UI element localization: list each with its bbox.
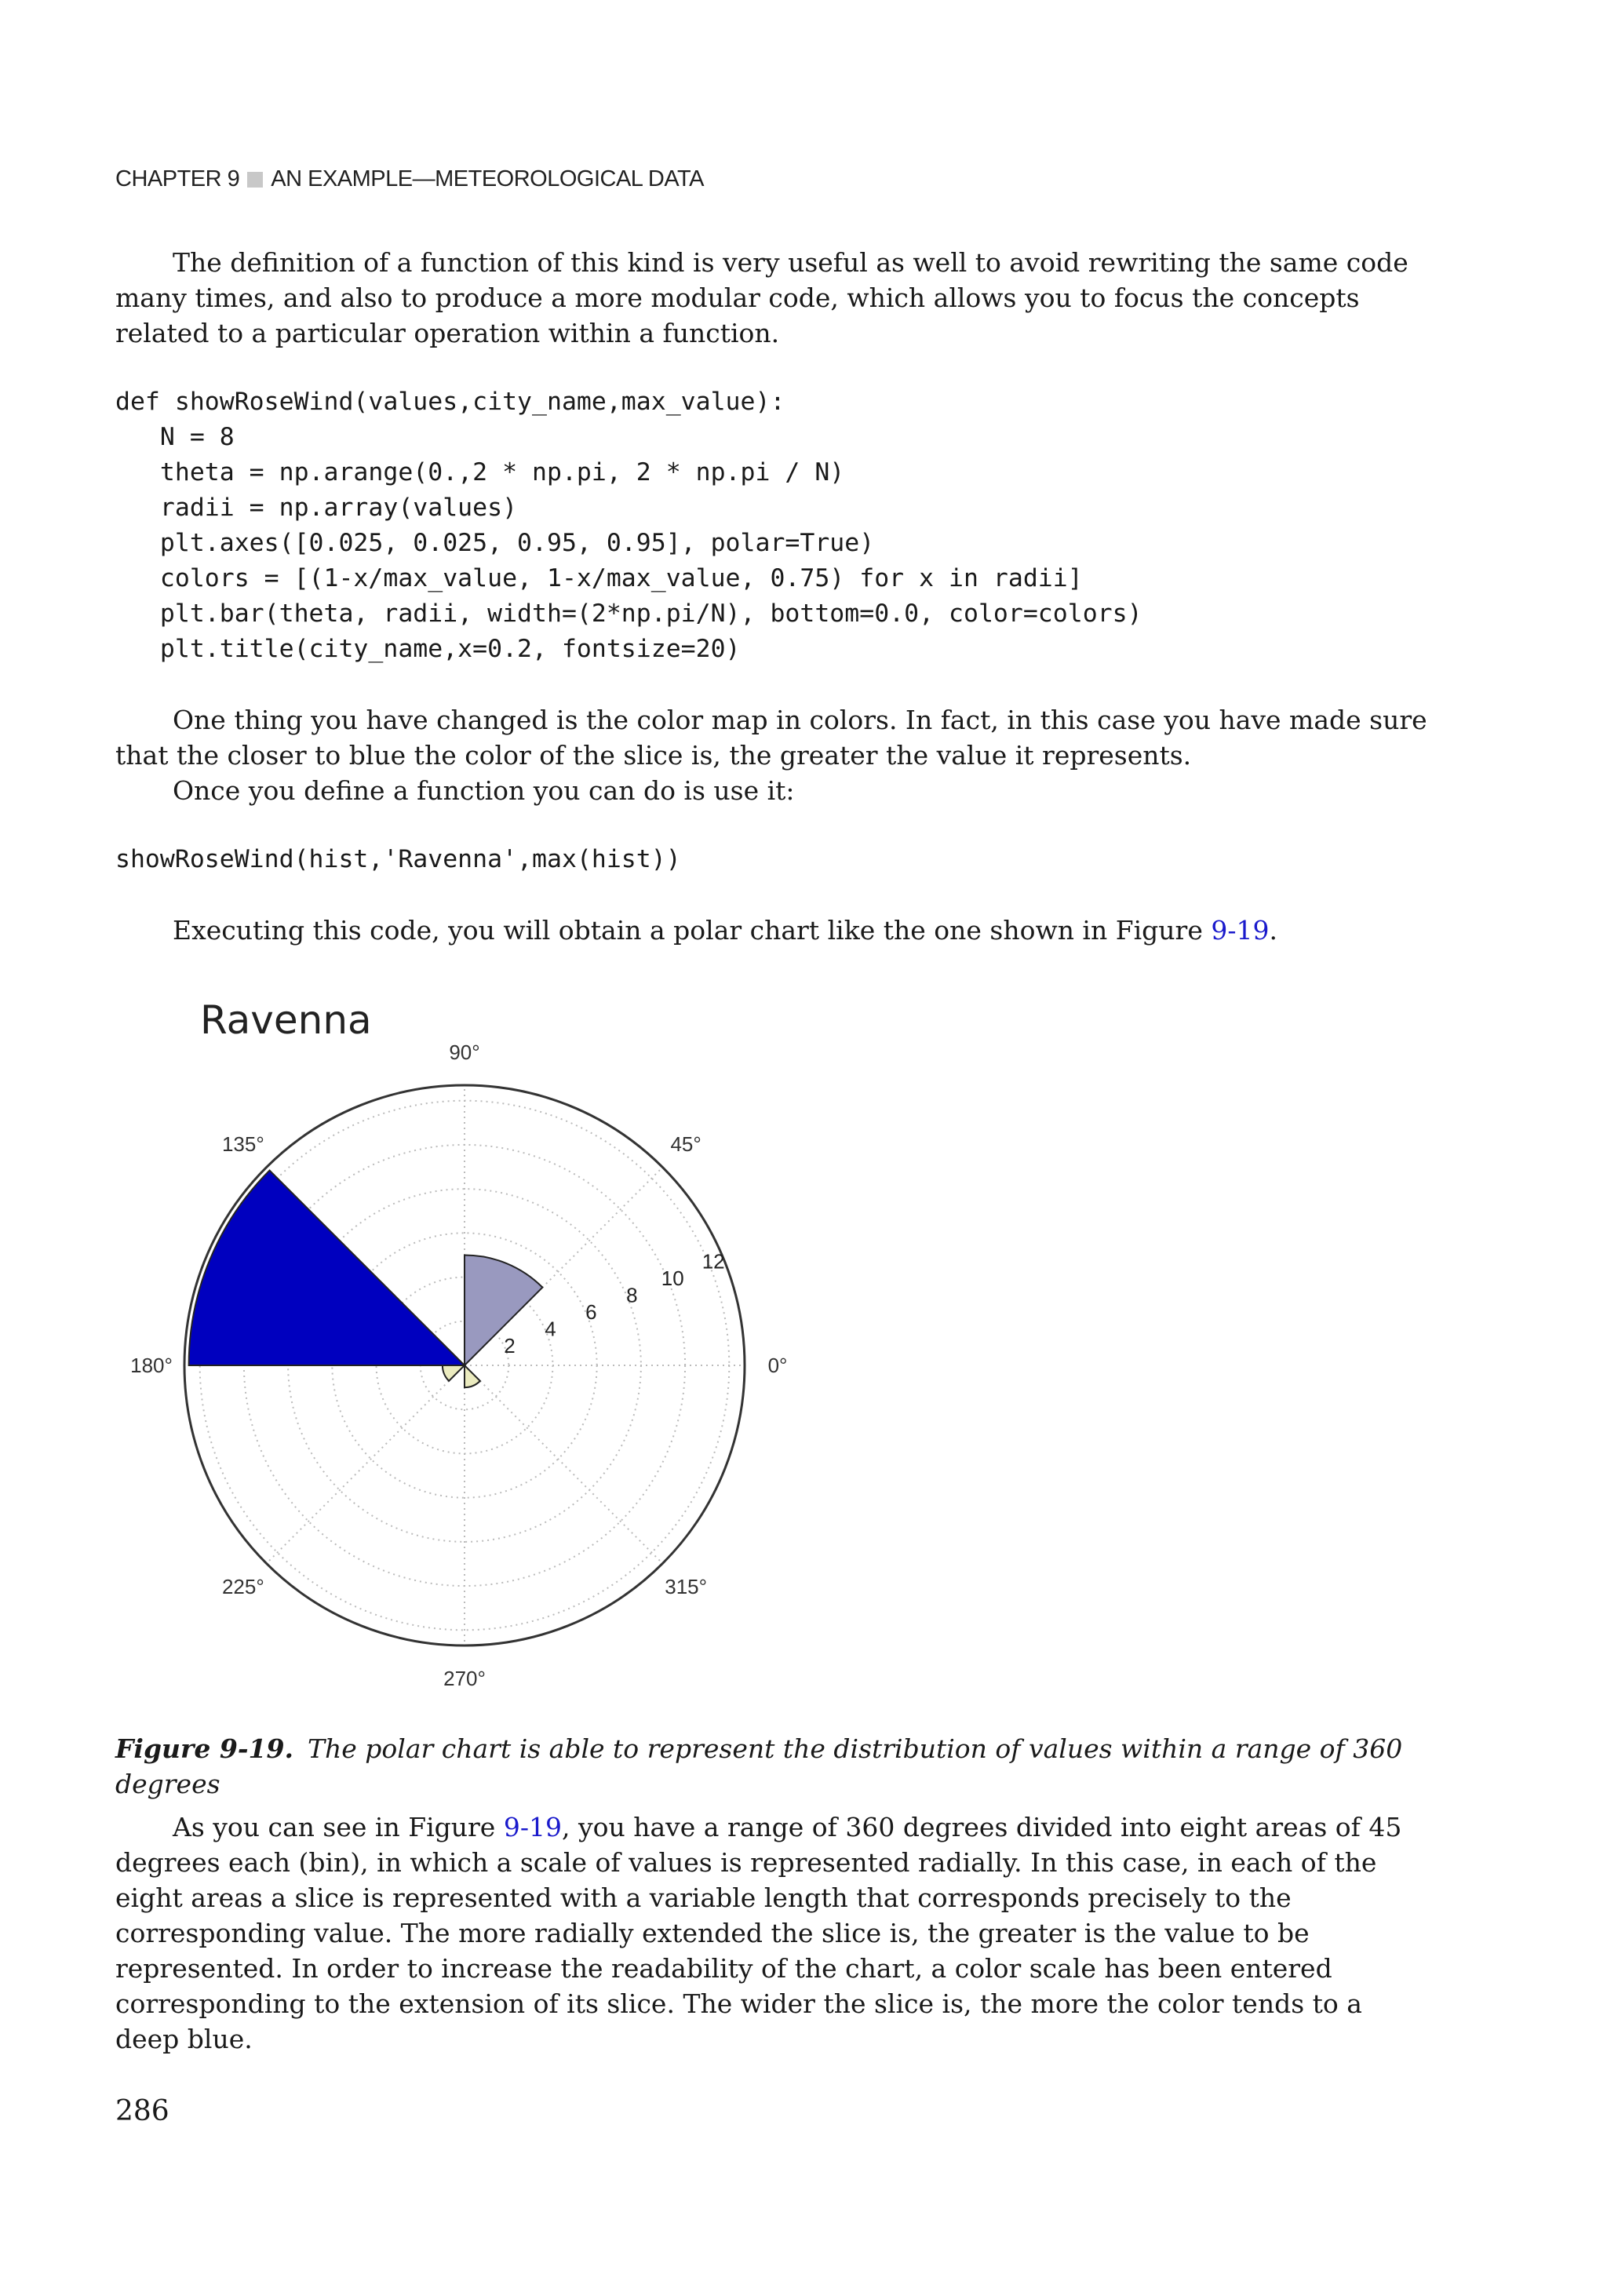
chart-title: Ravenna [200,997,372,1043]
bar-270deg [465,1365,480,1387]
paragraph-executing: Executing this code, you will obtain a polar chart like the one shown in Figure 9-19. [173,915,1277,946]
figure-caption [115,1731,1489,1802]
paragraph-colormap: One thing you have changed is the color map in colors. In fact, in this case you have made sure that the closer to blue the color of the slice is, the greater the value it represents. [115,705,1427,771]
figure-link[interactable]: 9-19 [1211,915,1270,946]
caption-label: Figure 9-19. [115,1733,293,1764]
paragraph-intro: The definition of a function of this kind is very useful as well to avoid rewriting the same code many times, and also to produce a more modular code, which allows you to focus the concepts related to a particular operation within a function. [115,247,1408,348]
polar-bars [189,1171,543,1388]
paragraph-explanation: As you can see in Figure 9-19, you have a range of 360 degrees divided into eight areas of 45 degrees each (bin), in which a scale of values is represented radially. In this case, in each of the eight areas a slice is represented with a variable length that corresponds precisely to the corresponding value. The more radially extended the slice is, the greater is the value to be represented. In order to increase the readability of the chart, a color scale has been entered corresponding to the extension of its slice. The wider the slice is, the more the color tends to a deep blue. [115,1812,1402,2054]
angle-label: 0° [767,1354,788,1377]
angle-label: 135° [221,1132,264,1156]
polar-chart [110,985,816,1707]
radial-tick-label: 10 [661,1266,684,1291]
bar-180deg [443,1365,465,1381]
header-square-icon [247,172,263,188]
bar-135deg [189,1171,465,1365]
grid-spoke [267,1365,465,1563]
chapter-label: CHAPTER 9 [115,166,240,191]
angle-label: 45° [670,1132,701,1156]
code-block-call: showRoseWind(hist,'Ravenna',max(hist)) [115,845,681,873]
angle-label: 90° [449,1040,480,1064]
paragraph-use: Once you define a function you can do is use it: [173,775,795,806]
radial-tick-label: 4 [545,1317,556,1341]
figure-link-2[interactable]: 9-19 [503,1812,562,1842]
angle-label: 225° [221,1575,264,1599]
angle-label: 180° [130,1354,173,1377]
chapter-title: AN EXAMPLE—METEOROLOGICAL DATA [271,166,704,191]
radial-tick-label: 2 [504,1334,516,1358]
grid-spoke [465,1365,662,1563]
radial-tick-label: 8 [626,1283,638,1307]
angle-label: 315° [665,1575,708,1599]
angle-label: 270° [443,1667,486,1690]
code-block-function: def showRoseWind(values,city_name,max_value): N = 8 theta = np.arange(0.,2 * np.pi, 2 * np.pi / N) radii = np.array(values) plt.axes([0.025, 0.025, 0.95, 0.95], polar=True) colors = [(1-x/max_value, 1-x/max_value, 0.75) for x in radii] plt.bar(theta, radii, width=(2*np.pi/N), bottom=0.0, color=colors) plt.title(city_name,x=0.2, fontsize=20) [115,388,1142,663]
caption-text: The polar chart is able to represent the distribution of values within a range of 360 degrees [115,1733,1403,1799]
running-header [115,166,704,192]
radial-tick-label: 12 [701,1249,725,1274]
page-number: 286 [115,2095,169,2127]
radial-tick-label: 6 [585,1300,597,1325]
